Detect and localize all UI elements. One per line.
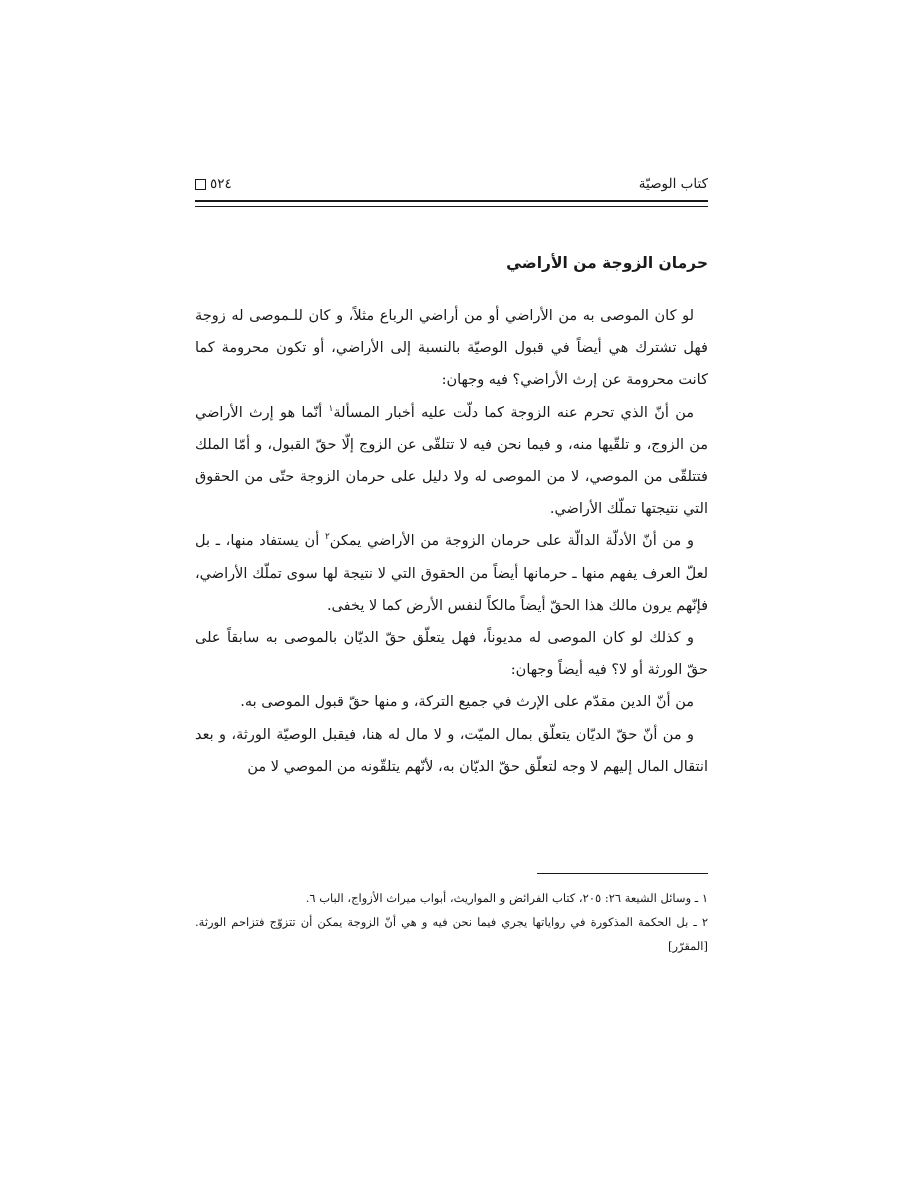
- paragraph-part: و من أنّ الأدلّة الدالّة على حرمان الزوجة من الأراضي يمكن: [329, 533, 695, 550]
- footnote: ٢ ـ بل الحكمة المذكورة في رواياتها يجري فيما نحن فيه و هي أنّ الزوجة يمكن أن تتزوّج فتزاحم الورثة. [المقرّر]: [195, 915, 708, 953]
- paragraph-part: من أنّ الذي تحرم عنه الزوجة كما دلّت عليه أخبار المسألة: [333, 404, 694, 421]
- paragraph-part: أنّما هو إرث الأراضي من الزوج، و تلقّيها منه، و فيما نحن فيه لا تتلقّى عن الزوج إلّا حقّ القبول، و أمّا الملك فتتلقّى من الموصي، لا من الموصى له ولا دليل على حرمان الزوجة حتّى من الحقوق التي نتيجتها تملّك الأراضي.: [195, 404, 708, 518]
- paragraph-part: أن يستفاد منها، ـ بل لعلّ العرف يفهم منها ـ حرمانها أيضاً من الحقوق التي لا نتيجة لها سوى تملّك الأراضي، فإنّهم يرون مالك هذا الحقّ أيضاً مالكاً لنفس الأرض كما لا يخفى.: [195, 533, 708, 614]
- header-rule-thin: [195, 206, 708, 207]
- document-page: [195, 0, 708, 1200]
- footnotes: [195, 886, 708, 958]
- header-rule-thick: [195, 200, 708, 202]
- running-header: [195, 176, 708, 196]
- square-icon: [195, 179, 206, 190]
- footnote-marker: ٢: [324, 532, 330, 543]
- section-title: حرمان الزوجة من الأراضي: [506, 254, 708, 272]
- paragraph: و كذلك لو كان الموصى له مديوناً، فهل يتعلّق حقّ الديّان بالموصى به سابقاً على حقّ الورثة أو لا؟ فيه أيضاً وجهان:: [195, 630, 708, 679]
- footnote-separator: [537, 873, 708, 874]
- paragraph: و من أنّ حقّ الديّان يتعلّق بمال الميّت، و لا مال له هنا، فيقبل الوصيّة الورثة، و بعد انتقال المال إليهم لا وجه لتعلّق حقّ الديّان به، لأنّهم يتلقّونه من الموصي لا من: [195, 726, 708, 775]
- page-number-block: [195, 176, 232, 192]
- footnote-marker: ١: [328, 403, 334, 414]
- book-title: كتاب الوصيّة: [638, 176, 708, 192]
- paragraph: لو كان الموصى به من الأراضي أو من أراضي الرباع مثلاً، و كان للـموصى له زوجة فهل تشترك هي أيضاً في قبول الوصيّة بالنسبة إلى الأراضي، أو تكون محرومة كما كانت محرومة عن إرث الأراضي؟ فيه وجهان:: [195, 308, 708, 389]
- paragraph: [195, 525, 708, 622]
- paragraph: [195, 397, 708, 526]
- footnote: ١ ـ وسائل الشيعة ٢٦: ٢٠٥، كتاب الفرائض و المواريث، أبواب ميراث الأزواج، الباب ٦.: [305, 891, 708, 905]
- body-text: [195, 300, 708, 783]
- paragraph: من أنّ الدين مقدّم على الإرث في جميع التركة، و منها حقّ قبول الموصى به.: [240, 694, 694, 711]
- page-number: ٥٢٤: [210, 176, 232, 192]
